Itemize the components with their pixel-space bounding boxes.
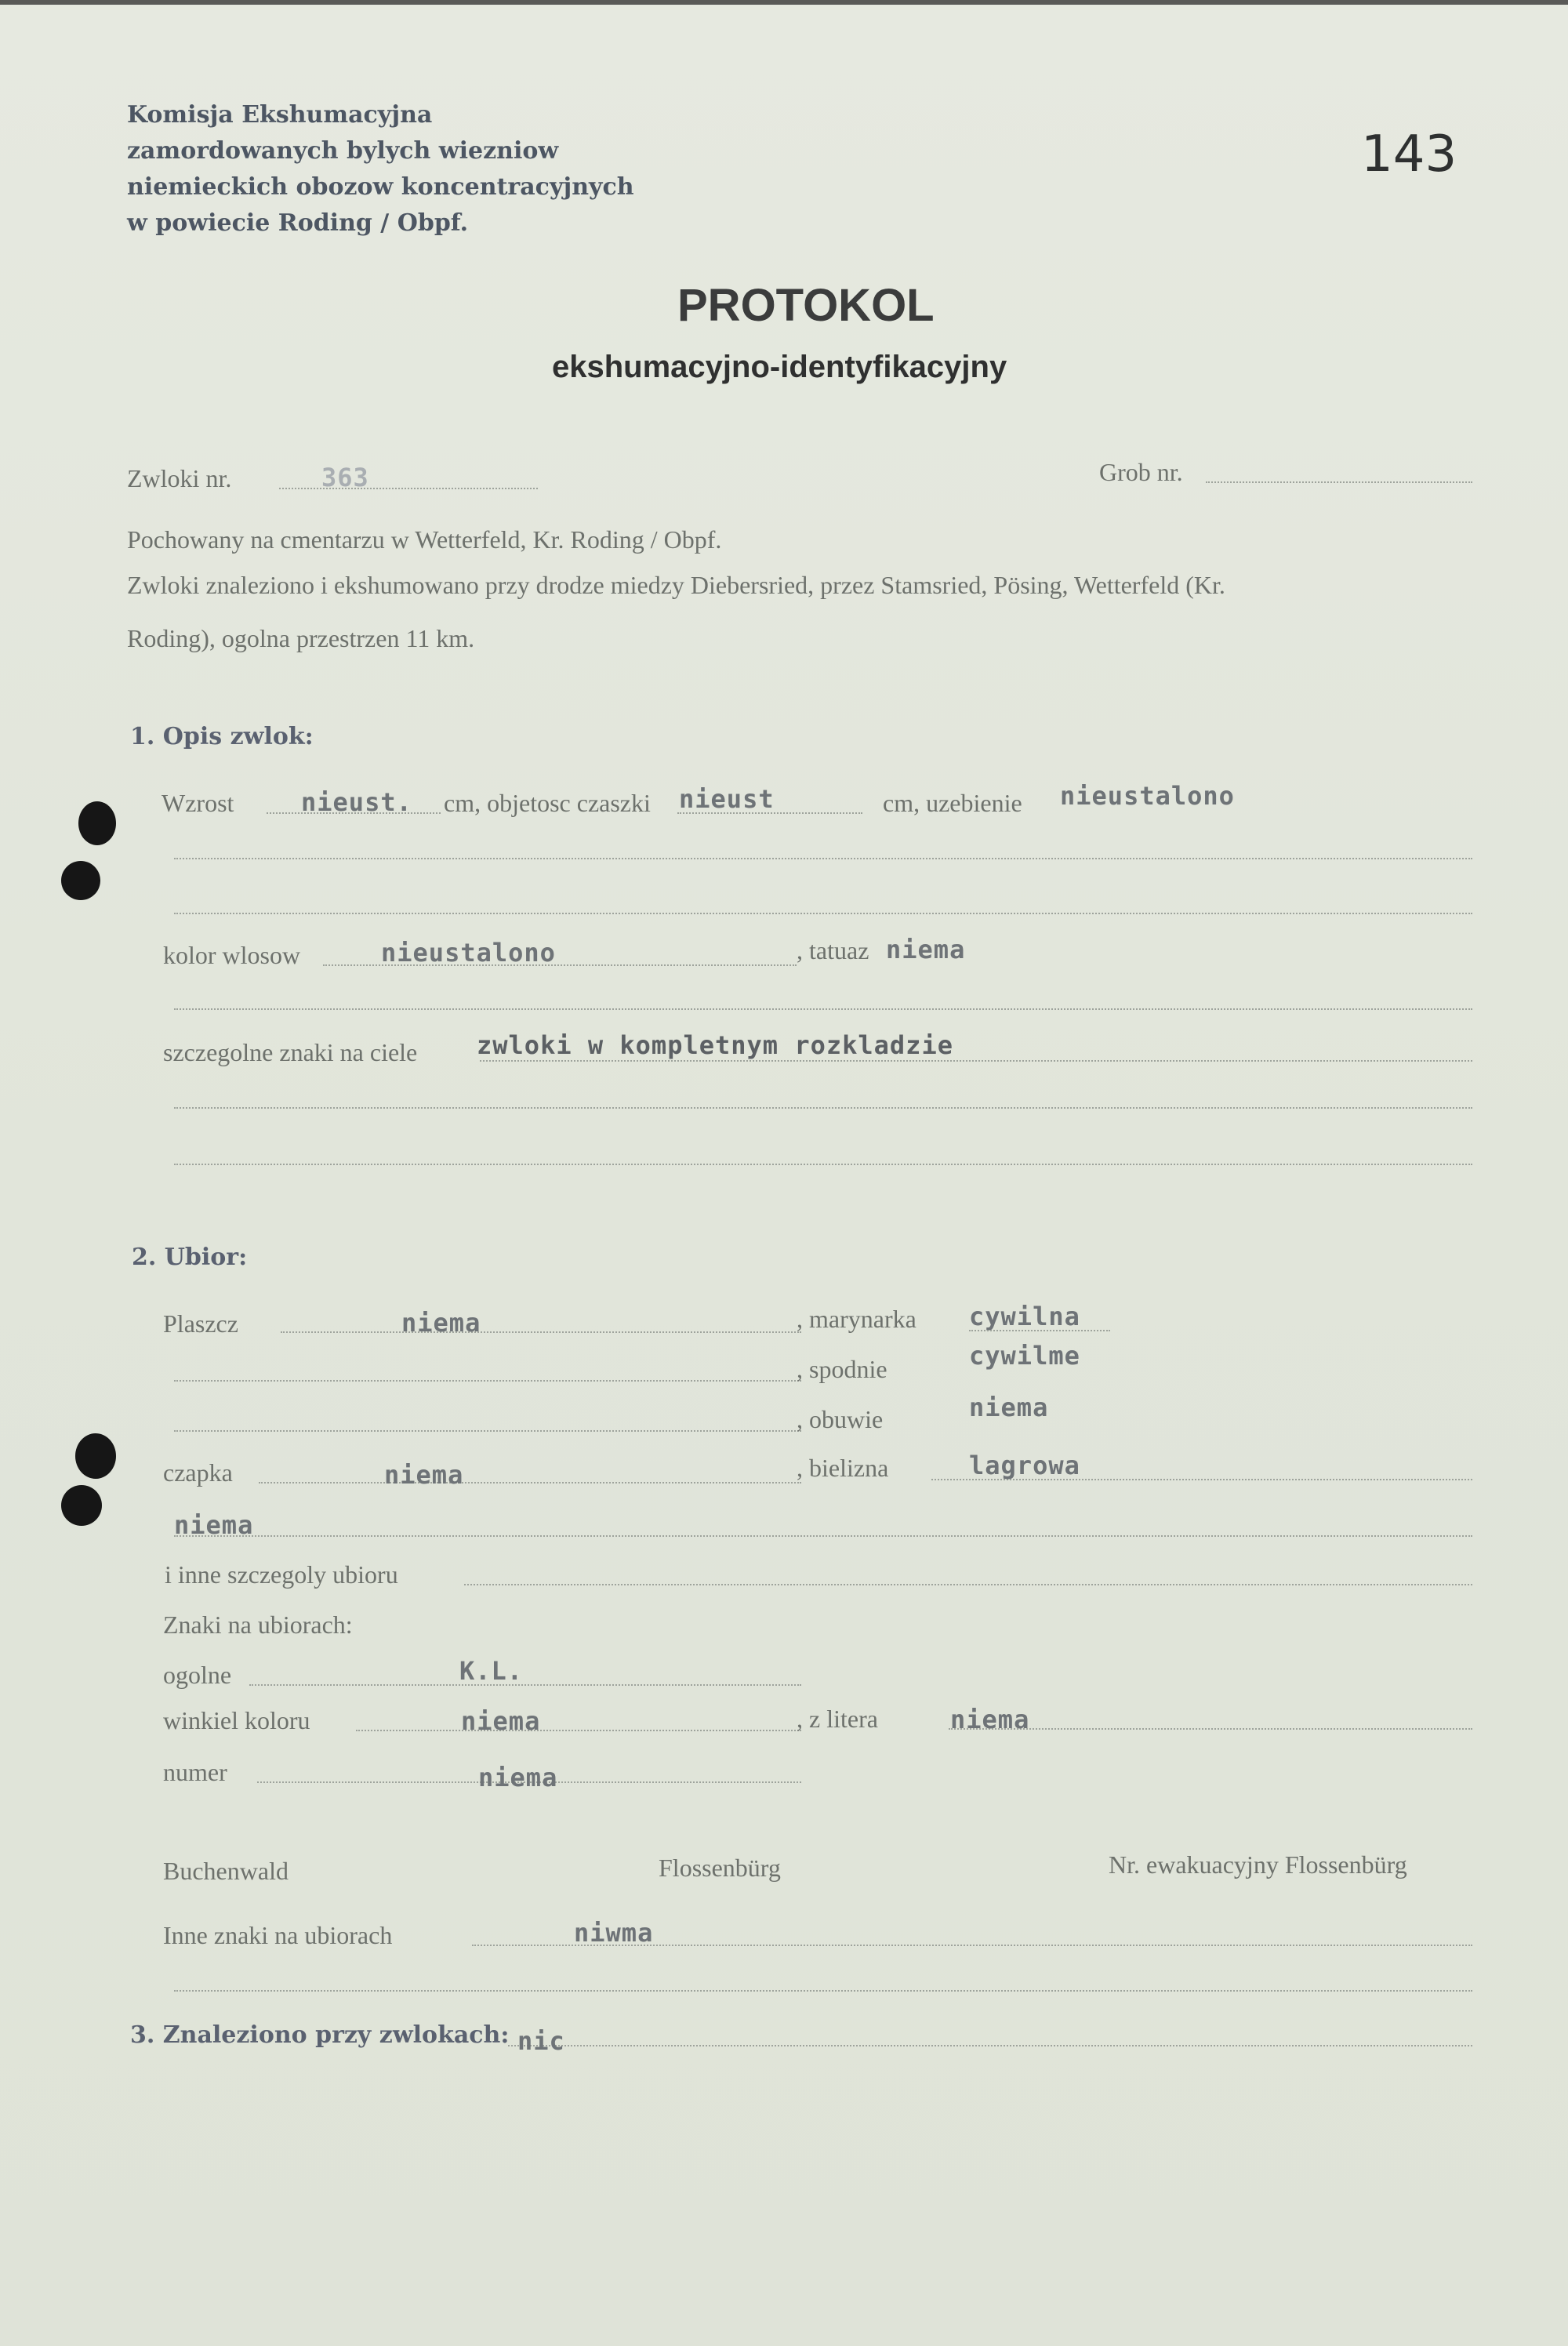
jacket-dotted-line [969,1330,1110,1331]
section-3-dotted-line [508,2045,1472,2046]
triangle-color-value: niema [461,1706,541,1736]
document-number: 143 [1361,125,1457,183]
shoes-label: , obuwie [797,1405,884,1433]
marks-dotted-line [480,1060,1472,1062]
clothing-marks-heading: Znaki na ubiorach: [163,1611,353,1639]
blank-line [174,1430,801,1432]
shoes-value: niema [969,1393,1049,1422]
triangle-color-label: winkiel koloru [163,1706,310,1734]
jacket-label: , marynarka [797,1305,916,1333]
teeth-value: nieustalono [1060,781,1235,811]
other-clothing-marks-value: niwma [574,1918,654,1948]
additional-clothing-value: niema [174,1510,254,1540]
remains-label: Zwloki nr. [127,464,232,492]
number-value: niema [478,1763,558,1792]
section-2-heading: 2. Ubior: [132,1244,248,1271]
evacuation-number-label: Nr. ewakuacyjny Flossenbürg [1109,1850,1407,1879]
punch-hole [75,1433,116,1479]
marks-on-body-value: zwloki w kompletnym rozkladzie [477,1030,953,1060]
underwear-value: lagrowa [969,1451,1080,1480]
cap-dotted-line [259,1482,801,1484]
remains-dotted-line [279,488,538,489]
cap-label: czapka [163,1458,233,1487]
coat-dotted-line [281,1331,801,1333]
other-clothing-marks-label: Inne znaki na ubiorach [163,1921,393,1949]
underwear-label: , bielizna [797,1454,889,1482]
section-1-heading: 1. Opis zwlok: [130,723,314,750]
scan-top-edge [0,0,1568,5]
section-3-heading: 3. Znaleziono przy zwlokach: [130,2021,510,2049]
blank-line [174,1380,801,1382]
teeth-label: cm, uzebienie [883,789,1022,817]
blank-line [174,1008,1472,1010]
tattoo-value: niema [886,935,966,964]
grave-dotted-line [1206,481,1472,483]
buchenwald-label: Buchenwald [163,1857,289,1885]
trousers-label: , spodnie [797,1355,887,1383]
height-value: nieust. [301,787,412,817]
general-marks-value: K.L. [459,1656,524,1686]
blank-line [174,1990,1472,1992]
found-text-line-2: Roding), ogolna przestrzen 11 km. [127,624,475,652]
section-3-value: nic [517,2026,565,2056]
blank-line [174,1535,1472,1537]
hair-color-label: kolor wlosow [163,941,301,969]
commission-line-3: niemieckich obozow koncentracyjnych [127,173,634,201]
jacket-value: cywilna [969,1302,1080,1331]
commission-line-4: w powiecie Roding / Obpf. [127,209,469,237]
coat-label: Plaszcz [163,1309,238,1338]
commission-line-2: zamordowanych bylych wiezniow [127,137,559,165]
triangle-dotted-line [356,1730,801,1731]
general-dotted-line [249,1684,801,1686]
found-text-line-1: Zwloki znaleziono i ekshumowano przy drodze miedzy Diebersried, przez Stamsried, Pösing, Wetterfeld (Kr. [127,571,1225,599]
other-details-dotted-line [464,1584,1472,1585]
trousers-value: cywilme [969,1341,1080,1371]
remains-number-value: 363 [321,463,369,492]
marks-on-body-label: szczegolne znaki na ciele [163,1038,418,1066]
coat-value: niema [401,1308,481,1338]
page-subtitle: ekshumacyjno-identyfikacyjny [552,350,1007,384]
cap-value: niema [384,1460,464,1490]
grave-label: Grob nr. [1099,458,1183,486]
hair-color-value: nieustalono [381,938,556,968]
number-label: numer [163,1758,227,1786]
tattoo-label: , tatuaz [797,936,869,964]
other-details-label: i inne szczegoly ubioru [165,1560,398,1589]
letter-label: , z litera [797,1705,878,1733]
blank-line [174,858,1472,859]
letter-value: niema [950,1705,1030,1734]
blank-line [174,1107,1472,1109]
blank-line [174,1164,1472,1165]
commission-line-1: Komisja Ekshumacyjna [127,101,433,129]
burial-text: Pochowany na cmentarzu w Wetterfeld, Kr. Roding / Obpf. [127,525,722,554]
punch-hole [61,1485,102,1526]
commission-header [127,97,634,242]
page-title: PROTOKOL [677,280,935,331]
punch-hole [78,801,116,845]
skull-value: nieust [679,784,775,814]
skull-label: cm, objetosc czaszki [444,789,651,817]
blank-line [174,913,1472,914]
flossenburg-label: Flossenbürg [659,1854,781,1882]
punch-hole [61,861,100,900]
height-label: Wzrost [162,789,234,817]
general-marks-label: ogolne [163,1661,232,1689]
